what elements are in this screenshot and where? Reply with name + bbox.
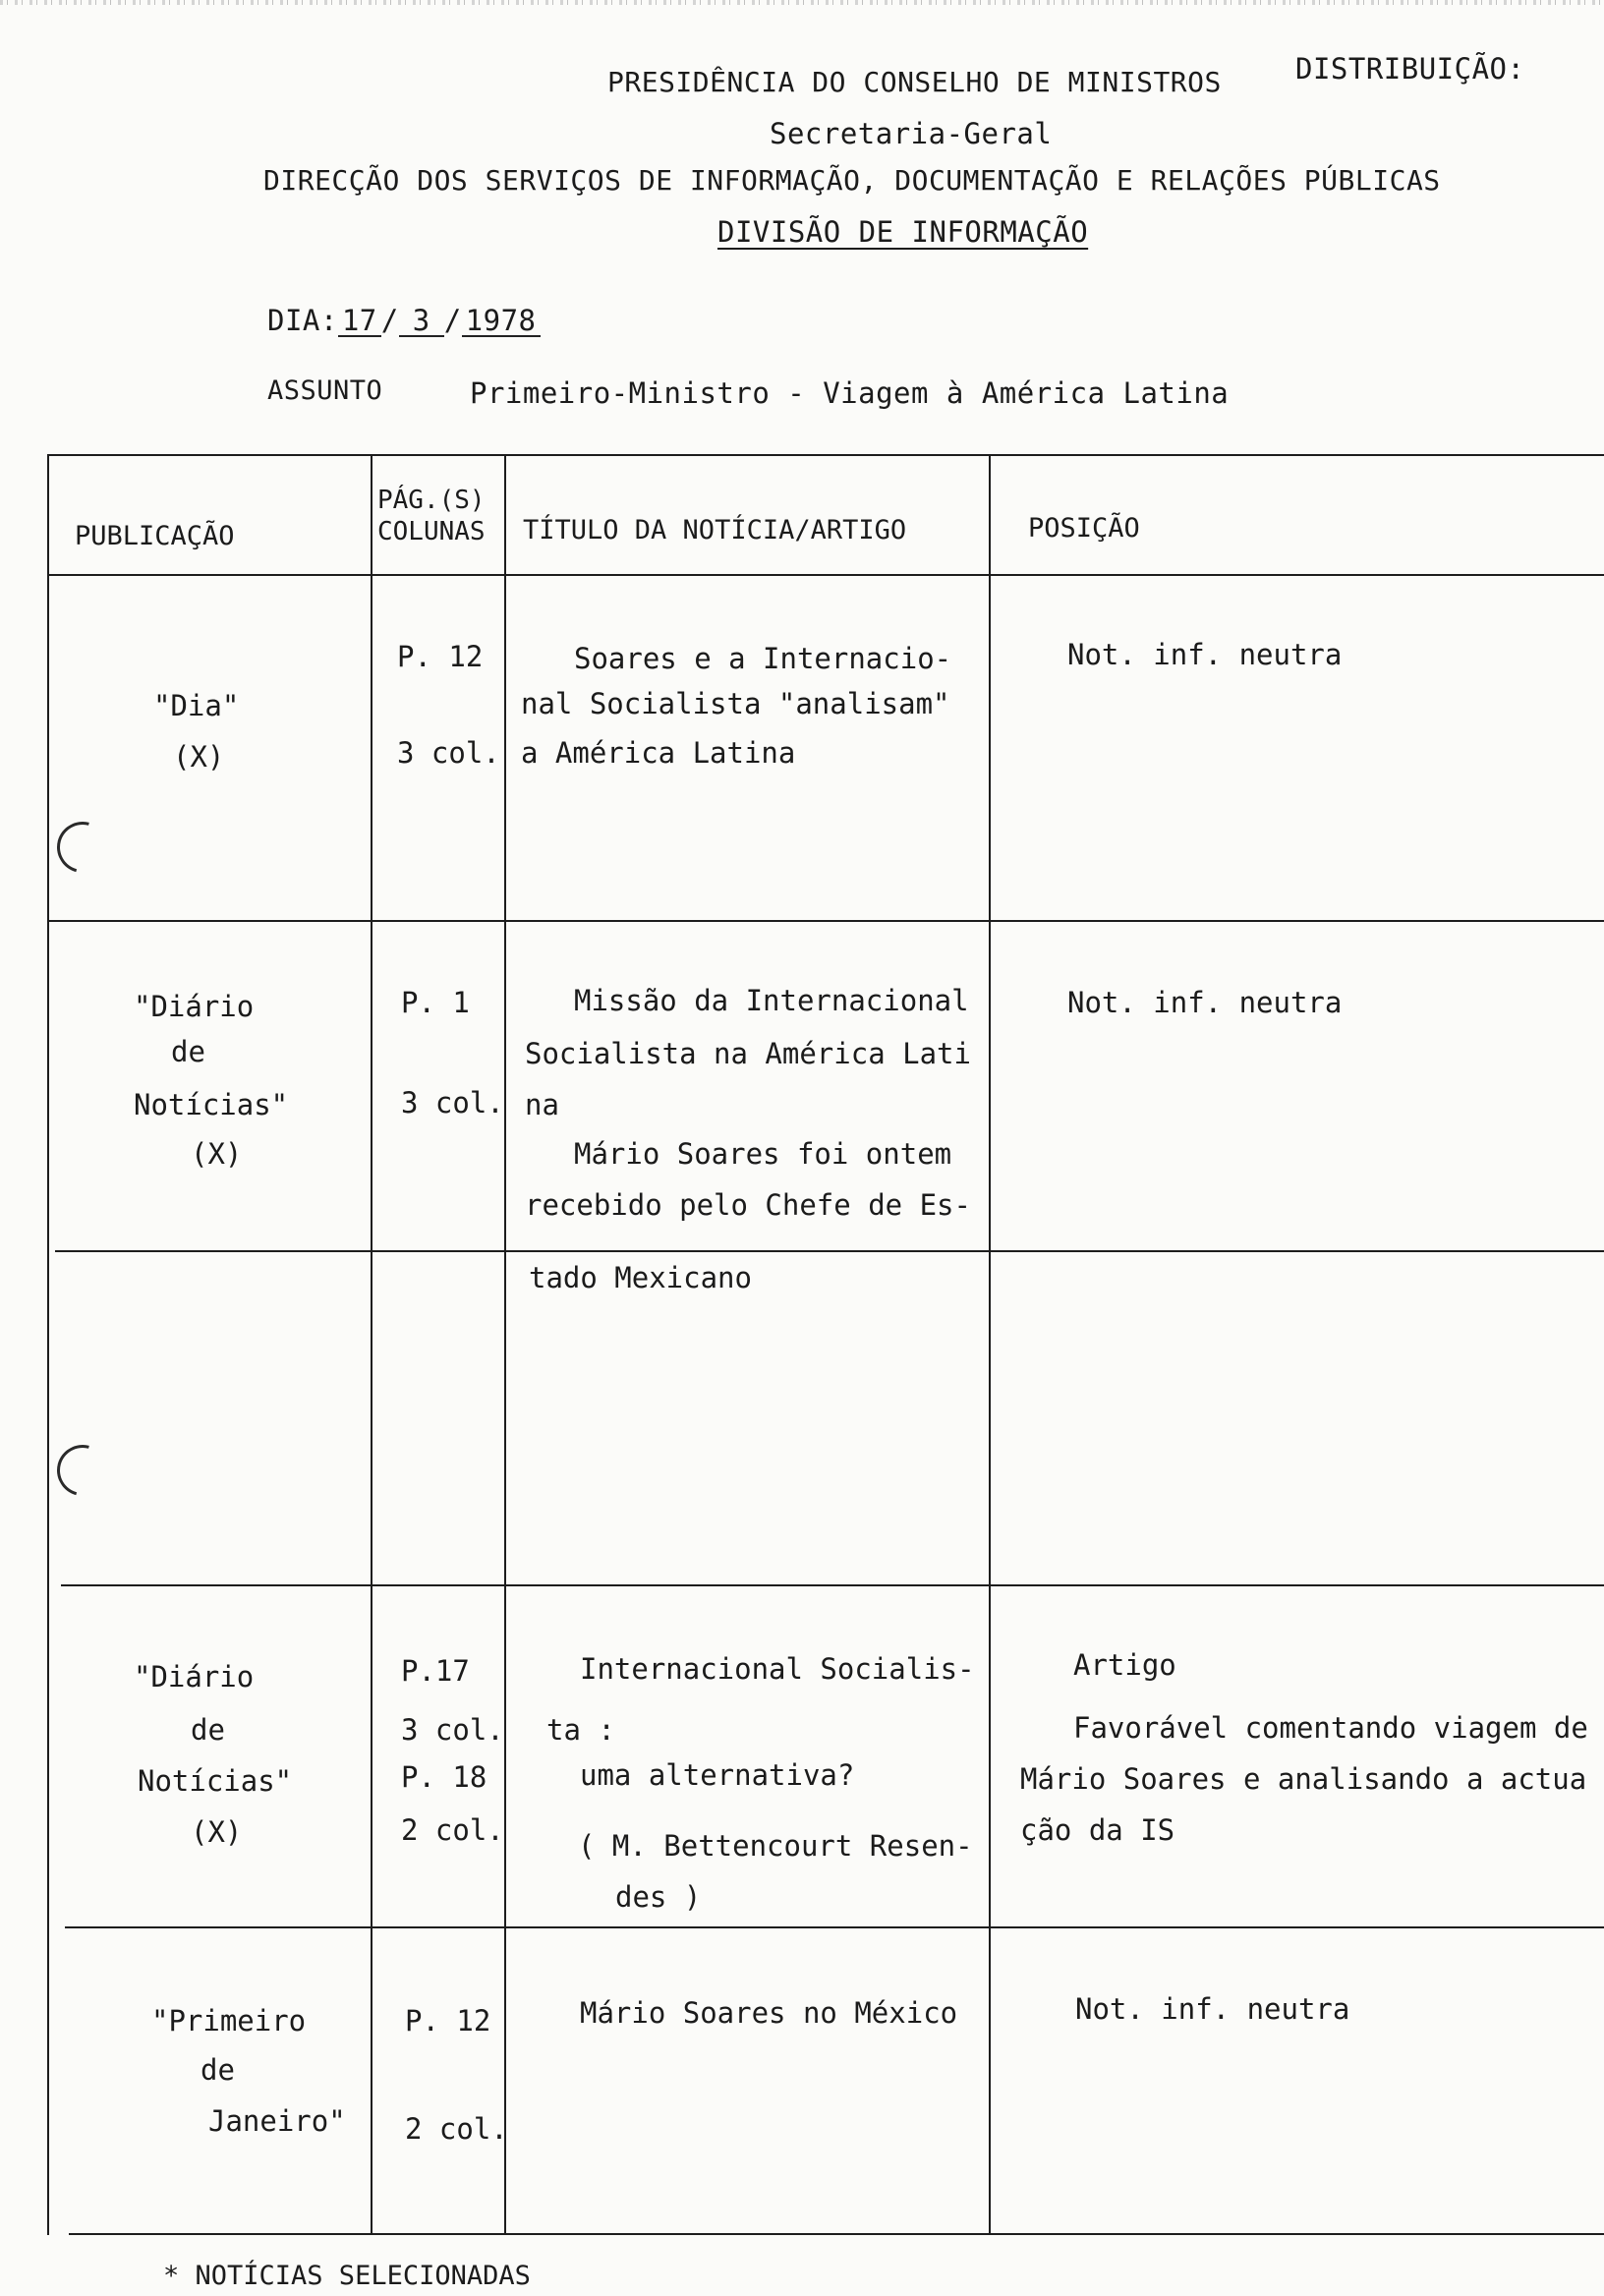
- row4-page: P. 12: [405, 2004, 491, 2038]
- row3-position-line: Artigo: [1073, 1648, 1176, 1682]
- row2-page: P. 1: [401, 986, 470, 1019]
- row1-page: P. 12: [397, 640, 484, 673]
- row4-publication-line: "Primeiro: [151, 2004, 307, 2038]
- row3-publication-mark: (X): [191, 1815, 243, 1849]
- row3-title-line: Internacional Socialis-: [580, 1652, 975, 1686]
- column-divider: [504, 454, 506, 2235]
- row3-page: P.17: [401, 1654, 470, 1688]
- header-titulo: TÍTULO DA NOTÍCIA/ARTIGO: [523, 515, 907, 545]
- row3-position-line: ção da IS: [1020, 1813, 1175, 1847]
- row2-position: Not. inf. neutra: [1067, 986, 1343, 1019]
- date-separator: /: [443, 304, 462, 337]
- subject-label: ASSUNTO: [267, 375, 383, 406]
- row3-columns: 3 col.: [401, 1713, 504, 1747]
- row2-title-line: Socialista na América Lati: [525, 1037, 971, 1070]
- directorate-title: DIRECÇÃO DOS SERVIÇOS DE INFORMAÇÃO, DOCUMENTAÇÃO E RELAÇÕES PÚBLICAS: [263, 164, 1441, 197]
- punch-hole: [47, 812, 117, 882]
- row4-publication-line: de: [200, 2053, 235, 2087]
- row2-publication-line: de: [171, 1035, 205, 1068]
- date-day: 17: [338, 307, 381, 337]
- row1-publication-mark: (X): [173, 740, 225, 774]
- row3-publication-line: "Diário: [134, 1660, 255, 1693]
- row3-position-line: Favorável comentando viagem de: [1073, 1711, 1588, 1745]
- row3-title-line: des ): [615, 1880, 702, 1914]
- date-row: [267, 304, 541, 337]
- table-bottom-border: [69, 2233, 1604, 2235]
- date-year: 1978: [462, 307, 541, 337]
- row4-position: Not. inf. neutra: [1075, 1992, 1350, 2026]
- row4-columns: 2 col.: [405, 2112, 508, 2146]
- division-title: DIVISÃO DE INFORMAÇÃO: [717, 215, 1089, 249]
- table-top-border: [47, 454, 1604, 456]
- presidency-title: PRESIDÊNCIA DO CONSELHO DE MINISTROS: [607, 66, 1222, 98]
- row4-title: Mário Soares no México: [580, 1996, 958, 2030]
- column-divider: [371, 454, 372, 2235]
- row3-position-line: Mário Soares e analisando a actua: [1020, 1762, 1587, 1796]
- subject-value: Primeiro-Ministro - Viagem à América Latina: [470, 376, 1230, 410]
- row-border: [65, 1926, 1604, 1928]
- column-divider: [989, 454, 991, 2235]
- row1-columns: 3 col.: [397, 736, 500, 770]
- date-separator: /: [380, 304, 399, 337]
- row1-position: Not. inf. neutra: [1067, 638, 1343, 671]
- row3-title-line: uma alternativa?: [580, 1758, 855, 1792]
- row2-title-line: Mário Soares foi ontem: [574, 1137, 952, 1171]
- scan-top-edge: [0, 0, 1604, 5]
- row1-title-line: nal Socialista "analisam": [521, 687, 950, 720]
- header-pag-line1: PÁG.(S): [377, 486, 486, 515]
- header-posicao: POSIÇÃO: [1028, 513, 1140, 544]
- row1-title-line: Soares e a Internacio-: [574, 642, 952, 675]
- row3-title-line: ( M. Bettencourt Resen-: [578, 1829, 973, 1863]
- row-border: [61, 1584, 1604, 1586]
- row3-page: P. 18: [401, 1760, 487, 1794]
- row-border: [47, 920, 1604, 922]
- secretariat-title: Secretaria-Geral: [770, 117, 1053, 150]
- row2-title-line: Missão da Internacional: [574, 984, 969, 1017]
- header-pag-line2: COLUNAS: [377, 517, 486, 546]
- distribution-label: DISTRIBUIÇÃO:: [1295, 52, 1525, 86]
- date-month: 3: [399, 307, 444, 337]
- row3-publication-line: de: [191, 1713, 225, 1747]
- row2-title-line: na: [525, 1088, 559, 1121]
- row1-title-line: a América Latina: [521, 736, 796, 770]
- table-left-border: [47, 454, 49, 2235]
- row2-publication-line: Notícias": [134, 1088, 289, 1121]
- row2-title-line: tado Mexicano: [529, 1261, 752, 1294]
- row3-publication-line: Notícias": [138, 1764, 293, 1798]
- row2-publication-line: "Diário: [134, 990, 255, 1023]
- row2-columns: 3 col.: [401, 1086, 504, 1119]
- row3-columns: 2 col.: [401, 1813, 504, 1847]
- row-border: [55, 1250, 1604, 1252]
- row2-publication-mark: (X): [191, 1137, 243, 1171]
- punch-hole: [47, 1435, 117, 1505]
- footer-note: * NOTÍCIAS SELECIONADAS: [163, 2261, 531, 2291]
- row3-title-line: ta :: [546, 1713, 615, 1747]
- row4-publication-line: Janeiro": [208, 2104, 346, 2138]
- header-publicacao: PUBLICAÇÃO: [75, 521, 235, 551]
- header-row-border: [47, 574, 1604, 576]
- row1-publication-name: "Dia": [153, 689, 240, 722]
- row2-title-line: recebido pelo Chefe de Es-: [525, 1188, 971, 1222]
- date-label: DIA:: [267, 304, 338, 337]
